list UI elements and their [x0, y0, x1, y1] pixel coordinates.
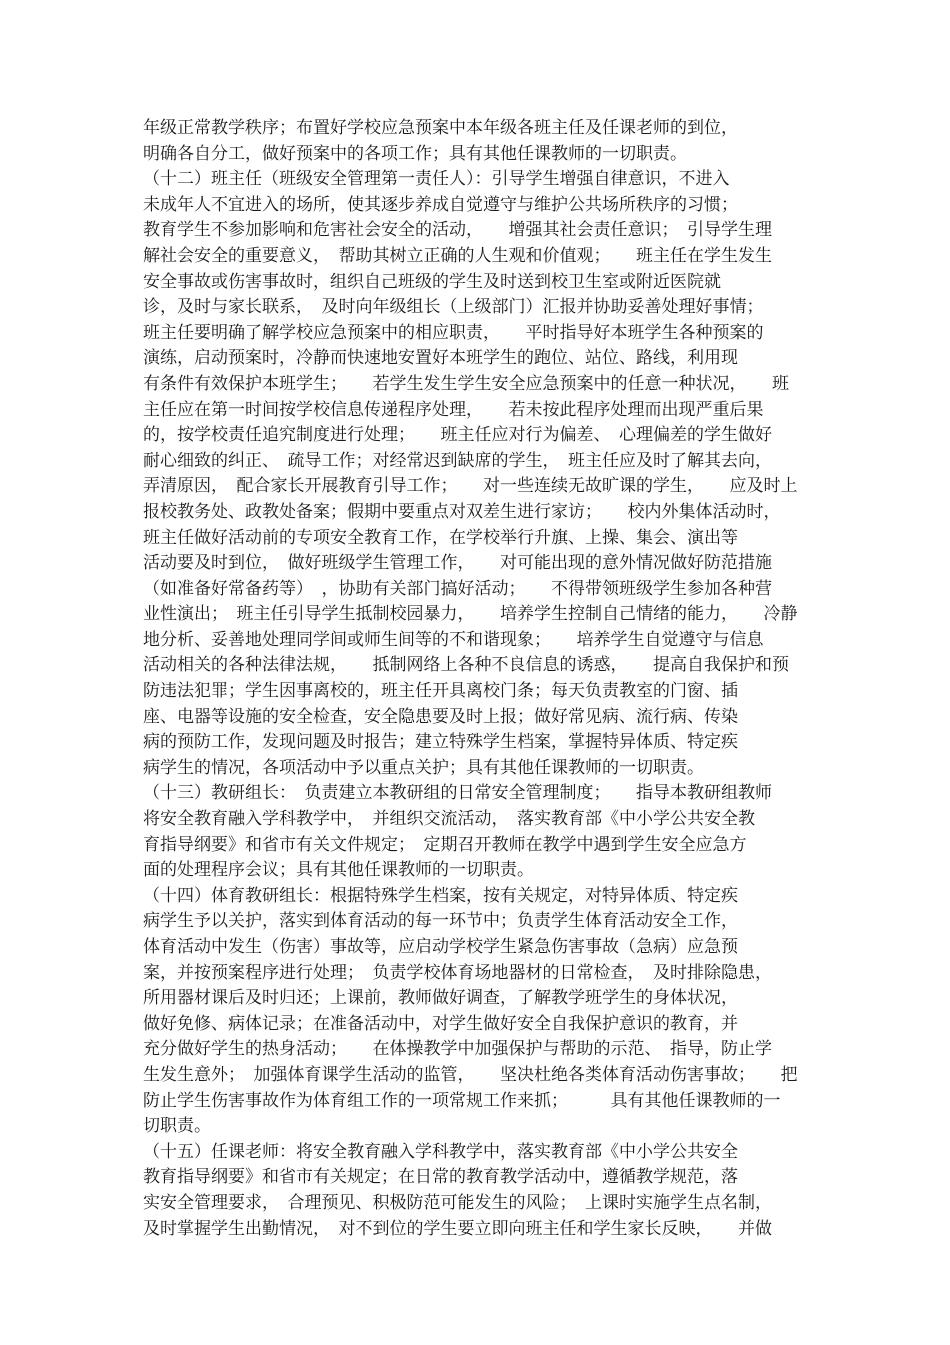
- text-line: 育指导纲要》和省市有关文件规定； 定期召开教师在教学中遇到学生安全应急方: [143, 834, 747, 855]
- text-line: 切职责。: [143, 1116, 211, 1137]
- text-line: 案，并按预案程序进行处理； 负责学校体育场地器材的日常检查， 及时排除隐患，: [143, 962, 772, 983]
- text-line: 解社会安全的重要意义， 帮助其树立正确的人生观和价值观； 班主任在学生发生: [143, 245, 772, 266]
- text-line: 及时掌握学生出勤情况， 对不到位的学生要立即向班主任和学生家长反映， 并做: [143, 1218, 772, 1239]
- text-line: 体育活动中发生（伤害）事故等，应启动学校学生紧急伤害事故（急病）应急预: [143, 937, 738, 957]
- text-line: 主任应在第一时间按学校信息传递程序处理， 若未按此程序处理而出现严重后果: [143, 399, 764, 420]
- text-line: 弄清原因， 配合家长开展教育引导工作； 对一些连续无故旷课的学生， 应及时上: [143, 476, 798, 497]
- text-line: 所用器材课后及时归还；上课前，教师做好调查，了解教学班学生的身体状况，: [143, 988, 738, 1009]
- text-line: 病学生的情况，各项活动中予以重点关护；具有其他任课教师的一切职责。: [143, 757, 704, 778]
- text-line: 教育指导纲要》和省市有关规定；在日常的教育教学活动中，遵循教学规范，落: [143, 1167, 738, 1188]
- text-line: 年级正常教学秩序；布置好学校应急预案中本年级各班主任及任课老师的到位，: [143, 118, 738, 138]
- text-line: 生发生意外； 加强体育课学生活动的监管， 坚决杜绝各类体育活动伤害事故； 把: [143, 1064, 798, 1085]
- text-line: 做好免修、病体记录；在准备活动中，对学生做好安全自我保护意识的教育，并: [143, 1013, 738, 1034]
- text-line: （十五）任课老师：将安全教育融入学科教学中，落实教育部《中小学公共安全: [143, 1141, 738, 1162]
- text-line: 活动要及时到位， 做好班级学生管理工作， 对可能出现的意外情况做好防范措施: [143, 553, 772, 574]
- text-line: 地分析、妥善地处理同学间或师生间等的不和谐现象； 培养学生自觉遵守与信息: [143, 629, 764, 650]
- text-line: 诊，及时与家长联系， 及时向年级组长（上级部门）汇报并协助妥善处理好事情；: [143, 297, 764, 318]
- text-line: 将安全教育融入学科教学中， 并组织交流活动， 落实教育部《中小学公共安全教: [143, 809, 755, 830]
- text-line: 防止学生伤害事故作为体育组工作的一项常规工作来抓； 具有其他任课教师的一: [143, 1090, 781, 1111]
- text-line: 安全事故或伤害事故时，组织自己班级的学生及时送到校卫生室或附近医院就: [143, 271, 721, 292]
- text-line: （十二）班主任（班级安全管理第一责任人）：引导学生增强自律意识，不进入: [143, 169, 730, 190]
- text-line: 充分做好学生的热身活动； 在体操教学中加强保护与帮助的示范、 指导，防止学: [143, 1039, 772, 1060]
- text-line: 面的处理程序会议；具有其他任课教师的一切职责。: [143, 860, 534, 881]
- text-line: 未成年人不宜进入的场所，使其逐步养成自觉遵守与维护公共场所秩序的习惯；: [143, 194, 738, 215]
- text-line: 教育学生不参加影响和危害社会安全的活动， 增强其社会责任意识； 引导学生理: [143, 220, 772, 241]
- text-line: （十三）教研组长： 负责建立本教研组的日常安全管理制度； 指导本教研组教师: [143, 783, 772, 804]
- text-line: （如准备好常备药等） ，协助有关部门搞好活动； 不得带领班级学生参加各种营: [143, 578, 772, 599]
- text-line: 病的预防工作，发现问题及时报告；建立特殊学生档案，掌握特异体质、特定疾: [143, 732, 738, 753]
- text-line: 病学生予以关护，落实到体育活动的每一环节中；负责学生体育活动安全工作，: [143, 911, 738, 932]
- text-line: 座、电器等设施的安全检查，安全隐患要及时上报；做好常见病、流行病、传染: [143, 706, 738, 727]
- text-line: 班主任要明确了解学校应急预案中的相应职责， 平时指导好本班学生各种预案的: [143, 322, 764, 343]
- document-body-text: [143, 116, 823, 1242]
- text-line: 报校教务处、政教处备案；假期中要重点对双差生进行家访； 校内外集体活动时，: [143, 501, 781, 522]
- text-line: 耐心细致的纠正、 疏导工作；对经常迟到缺席的学生， 班主任应及时了解其去向，: [143, 450, 772, 471]
- text-line: 明确各自分工，做好预案中的各项工作；具有其他任课教师的一切职责。: [143, 143, 687, 164]
- text-line: 活动相关的各种法律法规， 抵制网络上各种不良信息的诱惑， 提高自我保护和预: [143, 655, 789, 676]
- text-line: 的，按学校责任追究制度进行处理； 班主任应对行为偏差、 心理偏差的学生做好: [143, 425, 772, 446]
- text-line: （十四）体育教研组长：根据特殊学生档案，按有关规定，对特异体质、特定疾: [143, 885, 738, 906]
- text-line: 实安全管理要求， 合理预见、积极防范可能发生的风险； 上课时实施学生点名制，: [143, 1192, 772, 1213]
- text-line: 业性演出； 班主任引导学生抵制校园暴力， 培养学生控制自己情绪的能力， 冷静: [143, 604, 798, 625]
- text-line: 班主任做好活动前的专项安全教育工作，在学校举行升旗、上操、集会、演出等: [143, 527, 738, 548]
- text-line: 演练，启动预案时，冷静而快速地安置好本班学生的跑位、站位、路线，利用现: [143, 348, 738, 369]
- text-line: 防违法犯罪；学生因事离校的，班主任开具离校门条；每天负责教室的门窗、插: [143, 681, 738, 702]
- text-line: 有条件有效保护本班学生； 若学生发生学生安全应急预案中的任意一种状况， 班: [143, 373, 789, 394]
